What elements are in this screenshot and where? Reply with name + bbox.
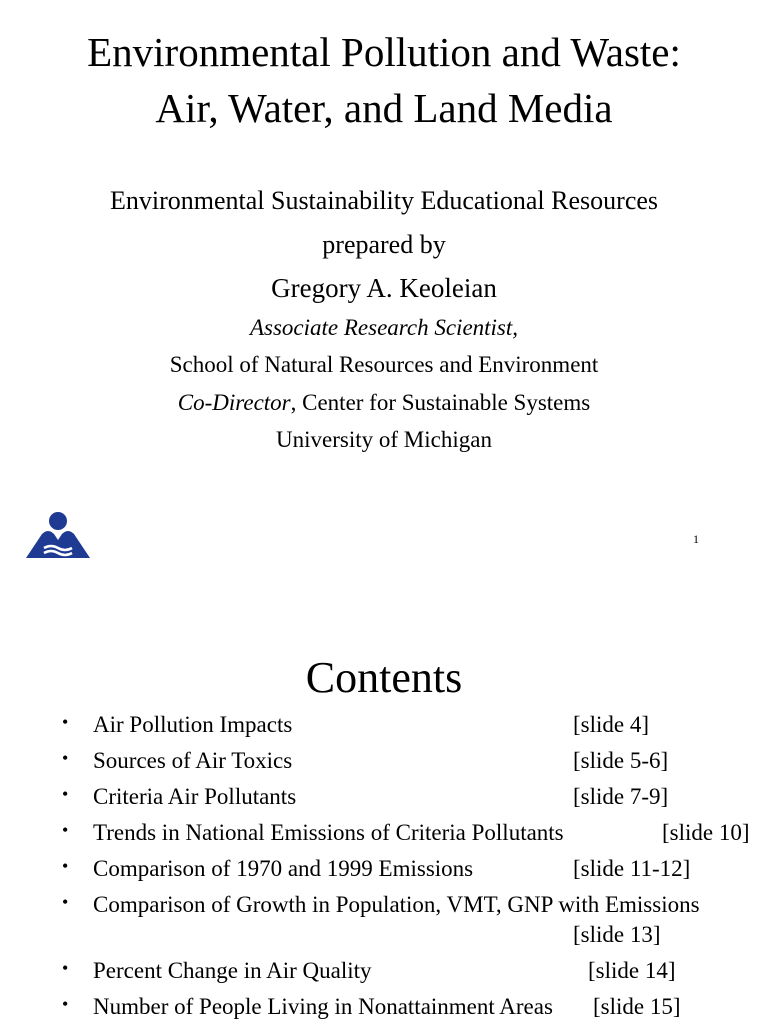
- item-label: Comparison of Growth in Population, VMT, GNP with Emissions: [93, 892, 700, 917]
- slide-reference: [slide 11-12]: [573, 856, 691, 881]
- prepared-by: prepared by: [322, 230, 446, 259]
- slide-reference: [slide 5-6]: [573, 748, 669, 773]
- item-label: Criteria Air Pollutants: [93, 784, 297, 809]
- bullet-icon: •: [62, 892, 69, 912]
- bullet-icon: •: [62, 784, 69, 804]
- author-name: Gregory A. Keoleian: [271, 273, 497, 303]
- codirector-center: , Center for Sustainable Systems: [290, 390, 591, 415]
- slide-reference: [slide 13]: [573, 922, 661, 947]
- bullet-icon: •: [62, 748, 69, 768]
- contents-title: Contents: [305, 653, 463, 702]
- slide-reference: [slide 4]: [573, 712, 650, 737]
- bullet-icon: •: [62, 820, 69, 840]
- bullet-icon: •: [62, 958, 69, 978]
- slide-reference: [slide 15]: [593, 994, 681, 1019]
- codirector-title: Co-Director: [177, 390, 291, 415]
- slide-number: 1: [693, 532, 699, 546]
- contents-slide: [0, 600, 768, 1024]
- codirector-line: [0, 390, 768, 416]
- item-label: Percent Change in Air Quality: [93, 958, 372, 983]
- item-label: Trends in National Emissions of Criteria Pollutants: [93, 820, 564, 845]
- bullet-icon: •: [62, 994, 69, 1014]
- slide-reference: [slide 7-9]: [573, 784, 669, 809]
- slide-title: Environmental Pollution and Waste: Air, Water, and Land Media: [87, 29, 681, 131]
- university-logo-icon: [24, 510, 92, 562]
- school-name: School of Natural Resources and Environment: [169, 352, 599, 377]
- university-name: University of Michigan: [276, 427, 492, 452]
- slide-reference: [slide 10]: [662, 820, 750, 845]
- bullet-icon: •: [62, 856, 69, 876]
- bullet-icon: •: [62, 712, 69, 732]
- slide-reference: [slide 14]: [588, 958, 676, 983]
- item-label: Comparison of 1970 and 1999 Emissions: [93, 856, 474, 881]
- item-label: Sources of Air Toxics: [93, 748, 293, 773]
- subtitle: Environmental Sustainability Educational Resources: [109, 186, 659, 215]
- author-role: Associate Research Scientist,: [249, 315, 519, 340]
- item-label: Air Pollution Impacts: [93, 712, 293, 737]
- item-label: Number of People Living in Nonattainment Areas: [93, 994, 553, 1019]
